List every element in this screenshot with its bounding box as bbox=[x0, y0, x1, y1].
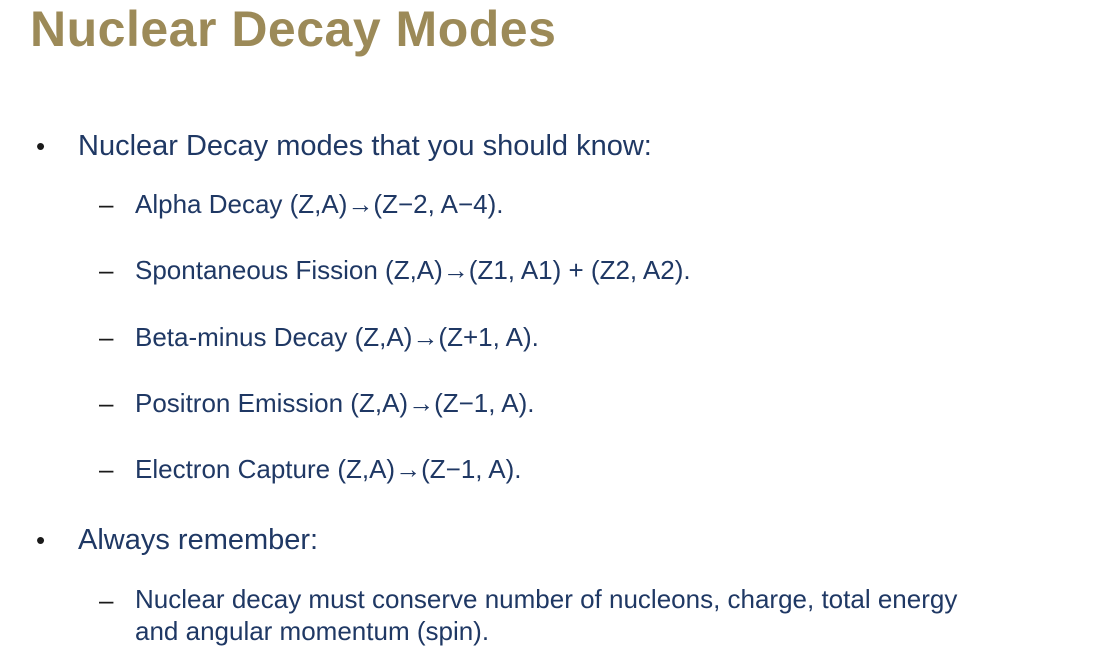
sub-bullet-item bbox=[99, 387, 534, 421]
dash-icon: – bbox=[99, 322, 114, 352]
dash-icon: – bbox=[99, 388, 114, 418]
sub-bullet-item bbox=[99, 584, 995, 647]
sub-bullet-item bbox=[99, 254, 691, 288]
dash-icon: – bbox=[99, 189, 114, 219]
bullet-dot-icon: • bbox=[36, 131, 46, 161]
bullet-text: Nuclear Decay modes that you should know: bbox=[78, 130, 652, 162]
bullet-text: Always remember: bbox=[78, 524, 319, 556]
sub-bullet-text: Electron Capture (Z,A)→(Z−1, A). bbox=[135, 454, 522, 484]
dash-icon: – bbox=[99, 585, 114, 615]
sub-bullet-item bbox=[99, 321, 539, 355]
dash-icon: – bbox=[99, 255, 114, 285]
sub-bullet-text: Spontaneous Fission (Z,A)→(Z1, A1) + (Z2, A2). bbox=[135, 255, 691, 285]
sub-bullet-text: Nuclear decay must conserve number of nucleons, charge, total energy and angular momentum (spin). bbox=[135, 584, 958, 646]
bullet-item bbox=[36, 522, 318, 560]
sub-bullet-item bbox=[99, 453, 522, 487]
sub-bullet-text: Alpha Decay (Z,A)→(Z−2, A−4). bbox=[135, 189, 504, 219]
bullet-item bbox=[36, 128, 652, 166]
sub-bullet-item bbox=[99, 188, 503, 222]
sub-bullet-text: Positron Emission (Z,A)→(Z−1, A). bbox=[135, 388, 535, 418]
bullet-dot-icon: • bbox=[36, 525, 46, 555]
slide-title: Nuclear Decay Modes bbox=[30, 1, 557, 57]
dash-icon: – bbox=[99, 454, 114, 484]
sub-bullet-text: Beta-minus Decay (Z,A)→(Z+1, A). bbox=[135, 322, 539, 352]
